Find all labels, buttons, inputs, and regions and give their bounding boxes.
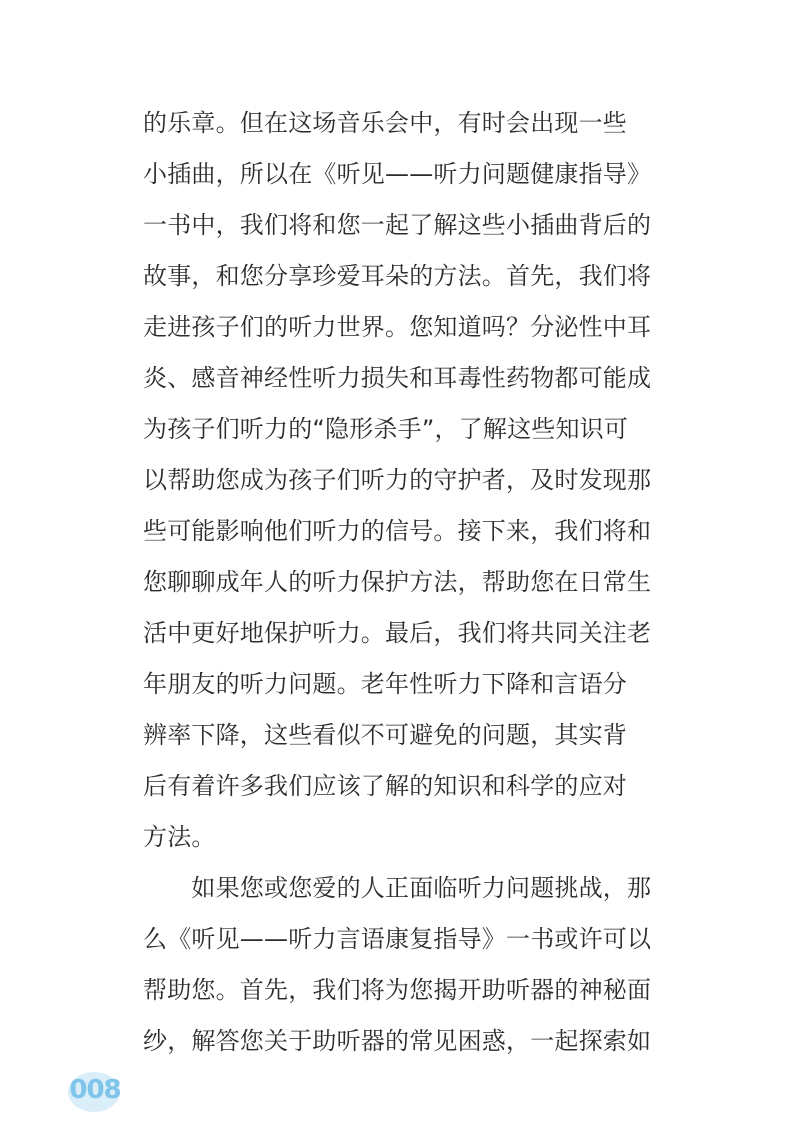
text-line: 么《听见——听力言语康复指导》一书或许可以: [143, 925, 652, 953]
text-line: 走进孩子们的听力世界。您知道吗？分泌性中耳: [143, 313, 652, 341]
text-line: 如果您或您爱的人正面临听力问题挑战，那: [143, 874, 652, 902]
text-line: 些可能影响他们听力的信号。接下来，我们将和: [143, 517, 652, 545]
text-line: 纱，解答您关于助听器的常见困惑，一起探索如: [143, 1027, 652, 1055]
text-line: 帮助您。首先，我们将为您揭开助听器的神秘面: [143, 976, 652, 1004]
page-number-badge: [68, 1072, 122, 1114]
text-line: 方法。: [143, 823, 216, 851]
text-line: 辨率下降，这些看似不可避免的问题，其实背: [143, 721, 627, 749]
text-line: 一书中，我们将和您一起了解这些小插曲背后的: [143, 211, 652, 239]
body-text: [143, 98, 652, 1067]
text-line: 炎、感音神经性听力损失和耳毒性药物都可能成: [143, 364, 652, 392]
text-line: 的乐章。但在这场音乐会中，有时会出现一些: [143, 109, 627, 137]
text-line: 为孩子们听力的“隐形杀手”，了解这些知识可: [143, 415, 629, 443]
page-number: 008: [69, 1075, 121, 1105]
text-line: 年朋友的听力问题。老年性听力下降和言语分: [143, 670, 627, 698]
text-line: 故事，和您分享珍爱耳朵的方法。首先，我们将: [143, 262, 652, 290]
text-line: 活中更好地保护听力。最后，我们将共同关注老: [143, 619, 652, 647]
text-line: 以帮助您成为孩子们听力的守护者，及时发现那: [143, 466, 652, 494]
text-line: 小插曲，所以在《听见——听力问题健康指导》: [143, 160, 652, 188]
text-line: 后有着许多我们应该了解的知识和科学的应对: [143, 772, 627, 800]
text-line: 您聊聊成年人的听力保护方法，帮助您在日常生: [143, 568, 652, 596]
